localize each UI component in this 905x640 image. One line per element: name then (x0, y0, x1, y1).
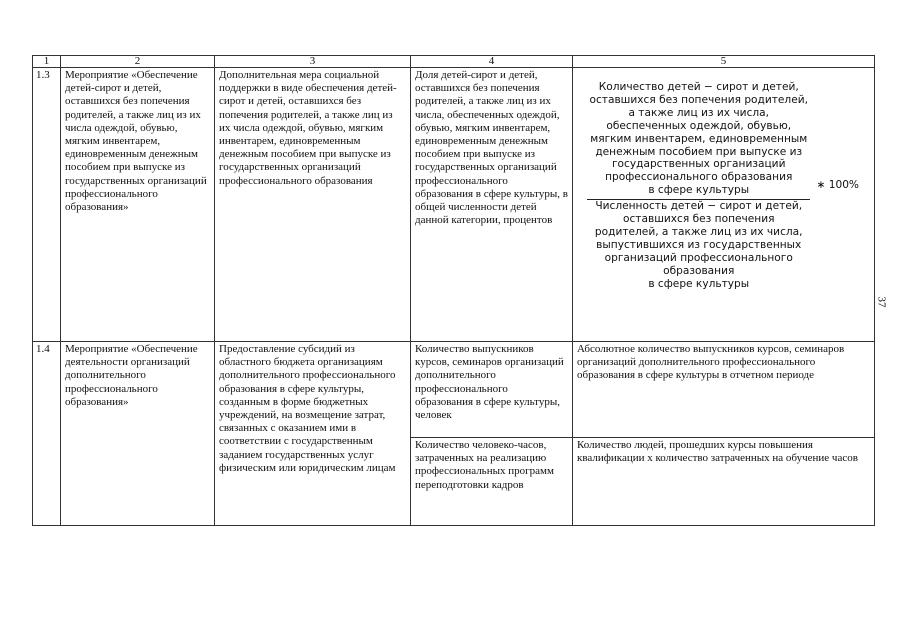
method-cell: Абсолютное количество выпускников курсов, семинаров организаций дополнительного профессионального образования в сфере культуры в отчетном периоде (573, 342, 875, 438)
formula-numerator (587, 81, 810, 198)
indicator-cell: Количество человеко-часов, затраченных на реализацию профессиональных программ переподготовки кадров (411, 438, 573, 526)
event-cell: Мероприятие «Обеспечение детей-сирот и детей, оставшихся без попечения родителей, а также лиц из их числа одеждой, обувью, мягким инвентарем, единовременным денежным пособием при выпуске из государственных организаций профессионального образования» (61, 68, 215, 342)
numerator-line: в сфере культуры (648, 184, 750, 197)
numerator-line: оставшихся без попечения родителей, (589, 93, 808, 106)
header-col-3: 3 (215, 56, 411, 68)
numerator-line: денежным пособием при выпуске из (595, 145, 803, 158)
numerator-line: Количество детей − сирот и детей, (598, 81, 799, 93)
fraction (587, 81, 810, 291)
header-col-4: 4 (411, 56, 573, 68)
numerator-line: мягким инвентарем, единовременным (590, 132, 808, 145)
denominator-line: Численность детей − сирот и детей, (595, 200, 803, 213)
method-cell: Количество людей, прошедших курсы повышения квалификации x количество затраченных на обучение часов (573, 438, 875, 526)
indicator-cell: Количество выпускников курсов, семинаров организаций дополнительного профессионального образования в сфере культуры, человек (411, 342, 573, 438)
formula-denominator (587, 200, 810, 290)
indicator-cell: Доля детей-сирот и детей, оставшихся без попечения родителей, а также лиц из их числа, обеспеченных одеждой, обувью, мягким инвентарем, единовременным денежным пособием при выпуске из государственных организаций профессионального образования в сфере культуры, в общей численности детей данной категории, процентов (411, 68, 573, 342)
formula-multiplier: ∗ 100% (816, 179, 859, 192)
formula-cell (573, 68, 875, 342)
page-number: 37 (875, 296, 888, 308)
table-row (33, 68, 875, 342)
measure-cell: Дополнительная мера социальной поддержки в виде обеспечения детей-сирот и детей, оставшихся без попечения родителей, а также лиц из их числа одеждой, обувью, мягким инвентарем, единовременным денежным пособием при выпуске из государственных организаций профессионального образования (215, 68, 411, 342)
header-col-1: 1 (33, 56, 61, 68)
row-number: 1.4 (33, 342, 61, 526)
denominator-line: в сфере культуры (648, 277, 750, 290)
header-col-5: 5 (573, 56, 875, 68)
header-row (33, 56, 875, 68)
table-row (33, 342, 875, 438)
event-cell: Мероприятие «Обеспечение деятельности организаций дополнительного профессионального образования» (61, 342, 215, 526)
numerator-line: профессионального образования (605, 171, 793, 184)
denominator-line: организаций профессионального (604, 251, 793, 264)
row-number: 1.3 (33, 68, 61, 342)
formula (587, 81, 859, 291)
numerator-line: государственных организаций (611, 158, 786, 171)
indicators-table (32, 55, 875, 526)
denominator-line: родителей, а также лиц из их числа, (594, 225, 803, 238)
denominator-line: оставшихся без попечения (622, 213, 775, 226)
header-col-2: 2 (61, 56, 215, 68)
denominator-line: образования (663, 264, 735, 277)
numerator-line: обеспеченных одеждой, обувью, (606, 119, 792, 132)
measure-cell: Предоставление субсидий из областного бюджета организациям дополнительного профессионального образования в сфере культуры, созданным в форме бюджетных учреждений, на возмещение затрат, связанных с оказанием ими в соответствии с государственным заданием государственных услуг физическим или юридическим лицам (215, 342, 411, 526)
numerator-line: а также лиц из их числа, (628, 106, 770, 119)
denominator-line: выпустившихся из государственных (596, 238, 802, 251)
